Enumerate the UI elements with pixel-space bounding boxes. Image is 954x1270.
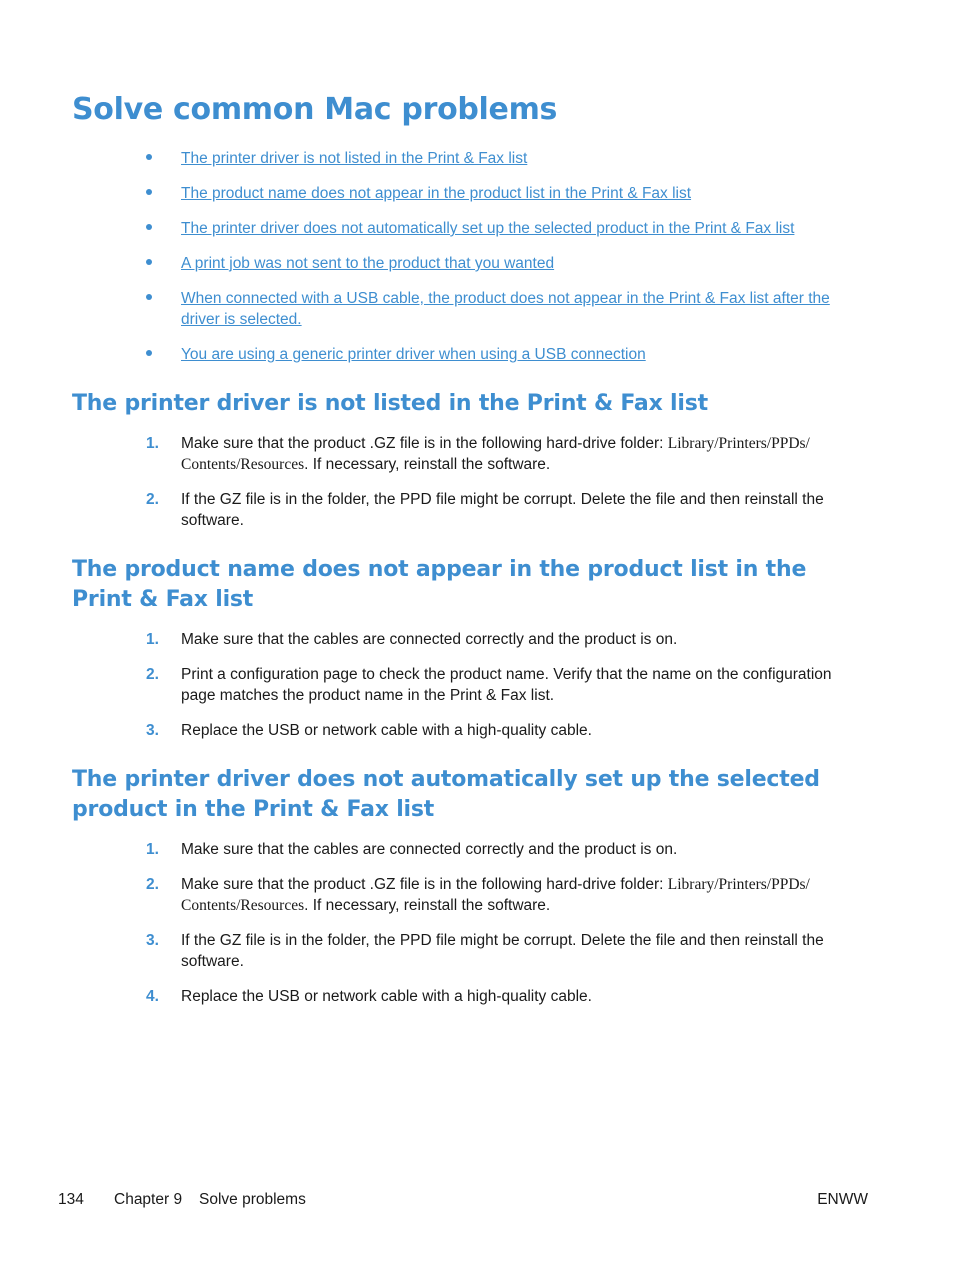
step-text: Make sure that the cables are connected correctly and the product is on.: [181, 631, 678, 648]
step-list: [72, 629, 872, 741]
list-item: [146, 148, 856, 169]
step-item: [72, 489, 841, 531]
list-item: [146, 218, 856, 239]
step-number: 1.: [146, 841, 159, 858]
step-item: [72, 629, 841, 650]
step-text: Replace the USB or network cable with a high-quality cable.: [181, 722, 592, 739]
step-number: 3.: [146, 722, 159, 739]
section-product-name-missing: [72, 555, 872, 755]
topic-link[interactable]: A print job was not sent to the product that you wanted: [181, 255, 555, 272]
step-text: Make sure that the product .GZ file is in the following hard-drive folder:: [181, 876, 668, 893]
topic-link-list: [146, 148, 856, 379]
step-text: Print a configuration page to check the product name. Verify that the name on the configuration page matches the product name in the Print & Fax list.: [181, 666, 832, 704]
topic-link[interactable]: The printer driver does not automatically set up the selected product in the Print & Fax list: [181, 220, 795, 237]
step-item: [72, 986, 841, 1007]
bullet-icon: [146, 294, 152, 300]
page-number: 134: [58, 1191, 84, 1208]
step-text: Make sure that the cables are connected correctly and the product is on.: [181, 841, 678, 858]
step-item: [72, 930, 841, 972]
step-number: 1.: [146, 435, 159, 452]
bullet-icon: [146, 259, 152, 265]
step-item: [72, 720, 841, 741]
topic-link[interactable]: The printer driver is not listed in the Print & Fax list: [181, 150, 528, 167]
step-number: 2.: [146, 876, 159, 893]
step-number: 2.: [146, 666, 159, 683]
step-text-end: . If necessary, reinstall the software.: [304, 456, 551, 473]
step-number: 4.: [146, 988, 159, 1005]
list-item: [146, 183, 856, 204]
step-text: If the GZ file is in the folder, the PPD file might be corrupt. Delete the file and then reinstall the software.: [181, 932, 824, 970]
step-number: 1.: [146, 631, 159, 648]
step-list: [72, 839, 872, 1007]
section-heading: The printer driver does not automatically set up the selected product in the Print & Fax list: [72, 767, 820, 822]
folder-path: Library/Printers/PPDs/ Contents/Resources: [181, 435, 810, 473]
bullet-icon: [146, 154, 152, 160]
list-item: [146, 288, 856, 330]
step-item: [72, 433, 841, 475]
step-text-end: . If necessary, reinstall the software.: [304, 897, 551, 914]
step-item: [72, 664, 841, 706]
step-text: Make sure that the product .GZ file is in the following hard-drive folder:: [181, 435, 668, 452]
bullet-icon: [146, 224, 152, 230]
topic-link[interactable]: You are using a generic printer driver when using a USB connection: [181, 346, 646, 363]
section-driver-not-listed: [72, 389, 872, 545]
topic-link[interactable]: The product name does not appear in the product list in the Print & Fax list: [181, 185, 692, 202]
step-number: 2.: [146, 491, 159, 508]
folder-path: Library/Printers/PPDs/ Contents/Resources: [181, 876, 810, 914]
step-item: [72, 874, 841, 916]
step-text: If the GZ file is in the folder, the PPD file might be corrupt. Delete the file and then reinstall the software.: [181, 491, 824, 529]
chapter-label: Chapter 9: [114, 1191, 183, 1208]
step-number: 3.: [146, 932, 159, 949]
bullet-icon: [146, 189, 152, 195]
chapter-title: Solve problems: [199, 1191, 306, 1208]
step-list: [72, 433, 872, 531]
list-item: [146, 344, 856, 365]
step-text: Replace the USB or network cable with a high-quality cable.: [181, 988, 592, 1005]
document-code: ENWW: [817, 1191, 868, 1208]
bullet-icon: [146, 350, 152, 356]
list-item: [146, 253, 856, 274]
section-heading: The product name does not appear in the product list in the Print & Fax list: [72, 557, 807, 612]
step-item: [72, 839, 841, 860]
page-title: Solve common Mac problems: [72, 92, 558, 127]
topic-link[interactable]: When connected with a USB cable, the product does not appear in the Print & Fax list after the driver is selected.: [181, 290, 830, 328]
section-driver-not-auto-setup: [72, 765, 872, 1021]
section-heading: The printer driver is not listed in the Print & Fax list: [72, 391, 708, 416]
